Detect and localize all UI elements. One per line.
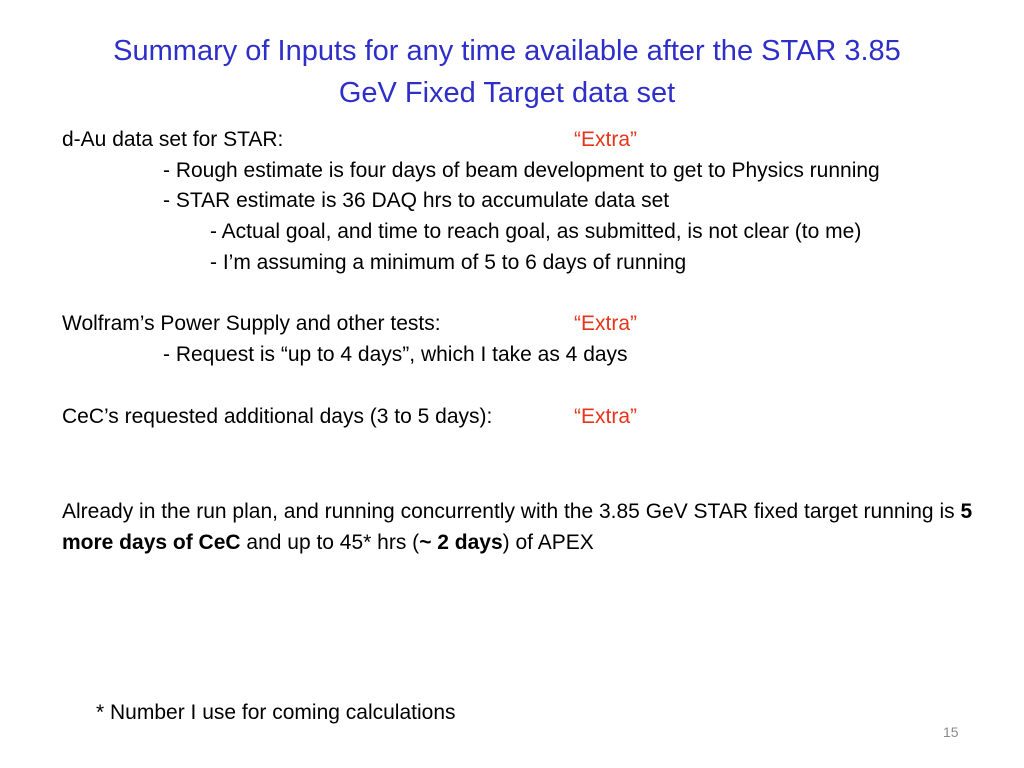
dau-item-2: - STAR estimate is 36 DAQ hrs to accumulate data set bbox=[163, 189, 670, 212]
dau-heading: d-Au data set for STAR: bbox=[62, 128, 284, 151]
footnote: * Number I use for coming calculations bbox=[96, 701, 456, 724]
dau-extra-tag: “Extra” bbox=[574, 128, 637, 151]
wolfram-heading: Wolfram’s Power Supply and other tests: bbox=[62, 312, 441, 335]
dau-subitem-2: - I’m assuming a minimum of 5 to 6 days of running bbox=[210, 251, 687, 274]
concurrent-text-2: and up to 45* hrs ( bbox=[240, 531, 420, 554]
slide-title bbox=[70, 30, 944, 114]
concurrent-text-3: ) of APEX bbox=[502, 531, 594, 554]
page-number: 15 bbox=[943, 724, 959, 740]
slide-title-line-1: Summary of Inputs for any time available after the STAR 3.85 bbox=[113, 35, 901, 67]
concurrent-bold-apex-days: ~ 2 days bbox=[419, 531, 503, 554]
dau-subitem-1: - Actual goal, and time to reach goal, as submitted, is not clear (to me) bbox=[210, 220, 862, 243]
wolfram-extra-tag: “Extra” bbox=[574, 312, 637, 335]
cec-extra-tag: “Extra” bbox=[574, 405, 637, 428]
wolfram-item-1: - Request is “up to 4 days”, which I take as 4 days bbox=[163, 343, 628, 366]
concurrent-text-1: Already in the run plan, and running concurrently with the 3.85 GeV STAR fixed target running is bbox=[62, 500, 961, 523]
concurrent-bold-cec: 5 more days of CeC bbox=[62, 500, 973, 554]
slide-title-line-2: GeV Fixed Target data set bbox=[338, 77, 676, 109]
concurrent-paragraph bbox=[62, 496, 982, 558]
dau-item-1: - Rough estimate is four days of beam development to get to Physics running bbox=[163, 159, 880, 182]
cec-heading: CeC’s requested additional days (3 to 5 days): bbox=[62, 405, 493, 428]
